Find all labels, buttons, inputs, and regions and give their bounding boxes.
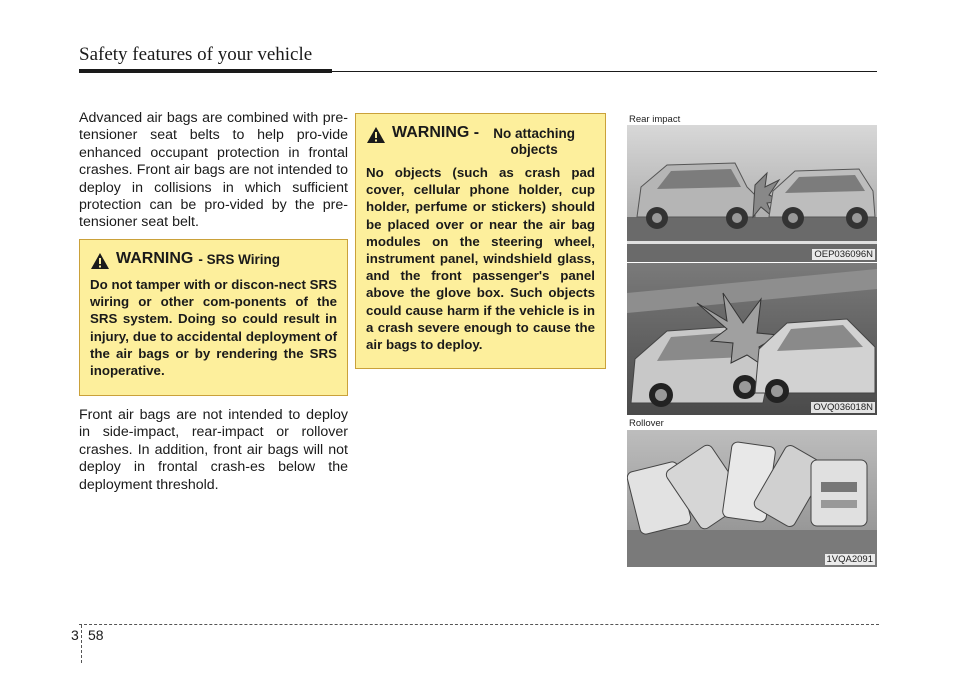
warning-box-srs-wiring [79, 239, 348, 396]
body-paragraph-2: Front air bags are not intended to deploy in side-impact, rear-impact or rollover crashes. In addition, front air bags will not deploy in frontal crash-es below the deployment threshold. [79, 407, 348, 493]
figure-code: 1VQA2091 [826, 554, 873, 565]
rollover-illustration [627, 430, 877, 567]
warning-label: WARNING - [392, 124, 480, 141]
figure-code: OEP036096N [814, 249, 873, 260]
warning-body: No objects (such as crash pad cover, cellular phone holder, cup holder, perfume or stickers) should be placed over or near the air bag modules on the steering wheel, instrument panel, windshield glass, and the front passenger's panel above the glove box. Such objects could cause harm if the vehicle is in a crash severe enough to cause the air bags to deploy. [366, 165, 595, 353]
warning-box-no-attaching-objects [355, 113, 606, 369]
footer-page-number: 58 [88, 627, 104, 643]
warning-body: Do not tamper with or discon-nect SRS wiring or other com-ponents of the SRS system. Doing so could result in injury, due to accidental deployment of the air bags or by rendering the SRS inoperative. [90, 277, 337, 379]
body-paragraph-1: Advanced air bags are combined with pre-tensioner seat belts to help pro-vide enhanced occupant protection in frontal crashes. Front air bags are not intended to deploy in collisions in which sufficient protection can be pro-vided by the pre-tensioner seat belt. [79, 110, 348, 231]
figure-code: OVQ036018N [813, 402, 873, 413]
warning-triangle-icon [90, 252, 110, 270]
figure-side-impact [627, 263, 877, 415]
warning-heading [90, 250, 337, 270]
footer-divider [81, 625, 83, 663]
warning-triangle-icon [366, 126, 386, 144]
figure-rear-impact [627, 125, 877, 262]
rear-impact-illustration [627, 125, 877, 262]
figure-rollover [627, 430, 877, 567]
warning-heading [366, 124, 595, 158]
warning-subtitle: - SRS Wiring [198, 252, 280, 267]
page-header-title: Safety features of your vehicle [79, 44, 313, 65]
figure-caption-rear-impact: Rear impact [629, 114, 681, 125]
header-rule-thin [332, 71, 877, 72]
side-impact-illustration [627, 263, 877, 415]
warning-label: WARNING [116, 250, 194, 267]
footer-chapter-number: 3 [71, 627, 79, 643]
footer-rule [79, 624, 879, 625]
figure-caption-rollover: Rollover [629, 418, 664, 429]
header-rule-thick [79, 69, 332, 73]
warning-subtitle: No attaching objects [493, 126, 575, 157]
